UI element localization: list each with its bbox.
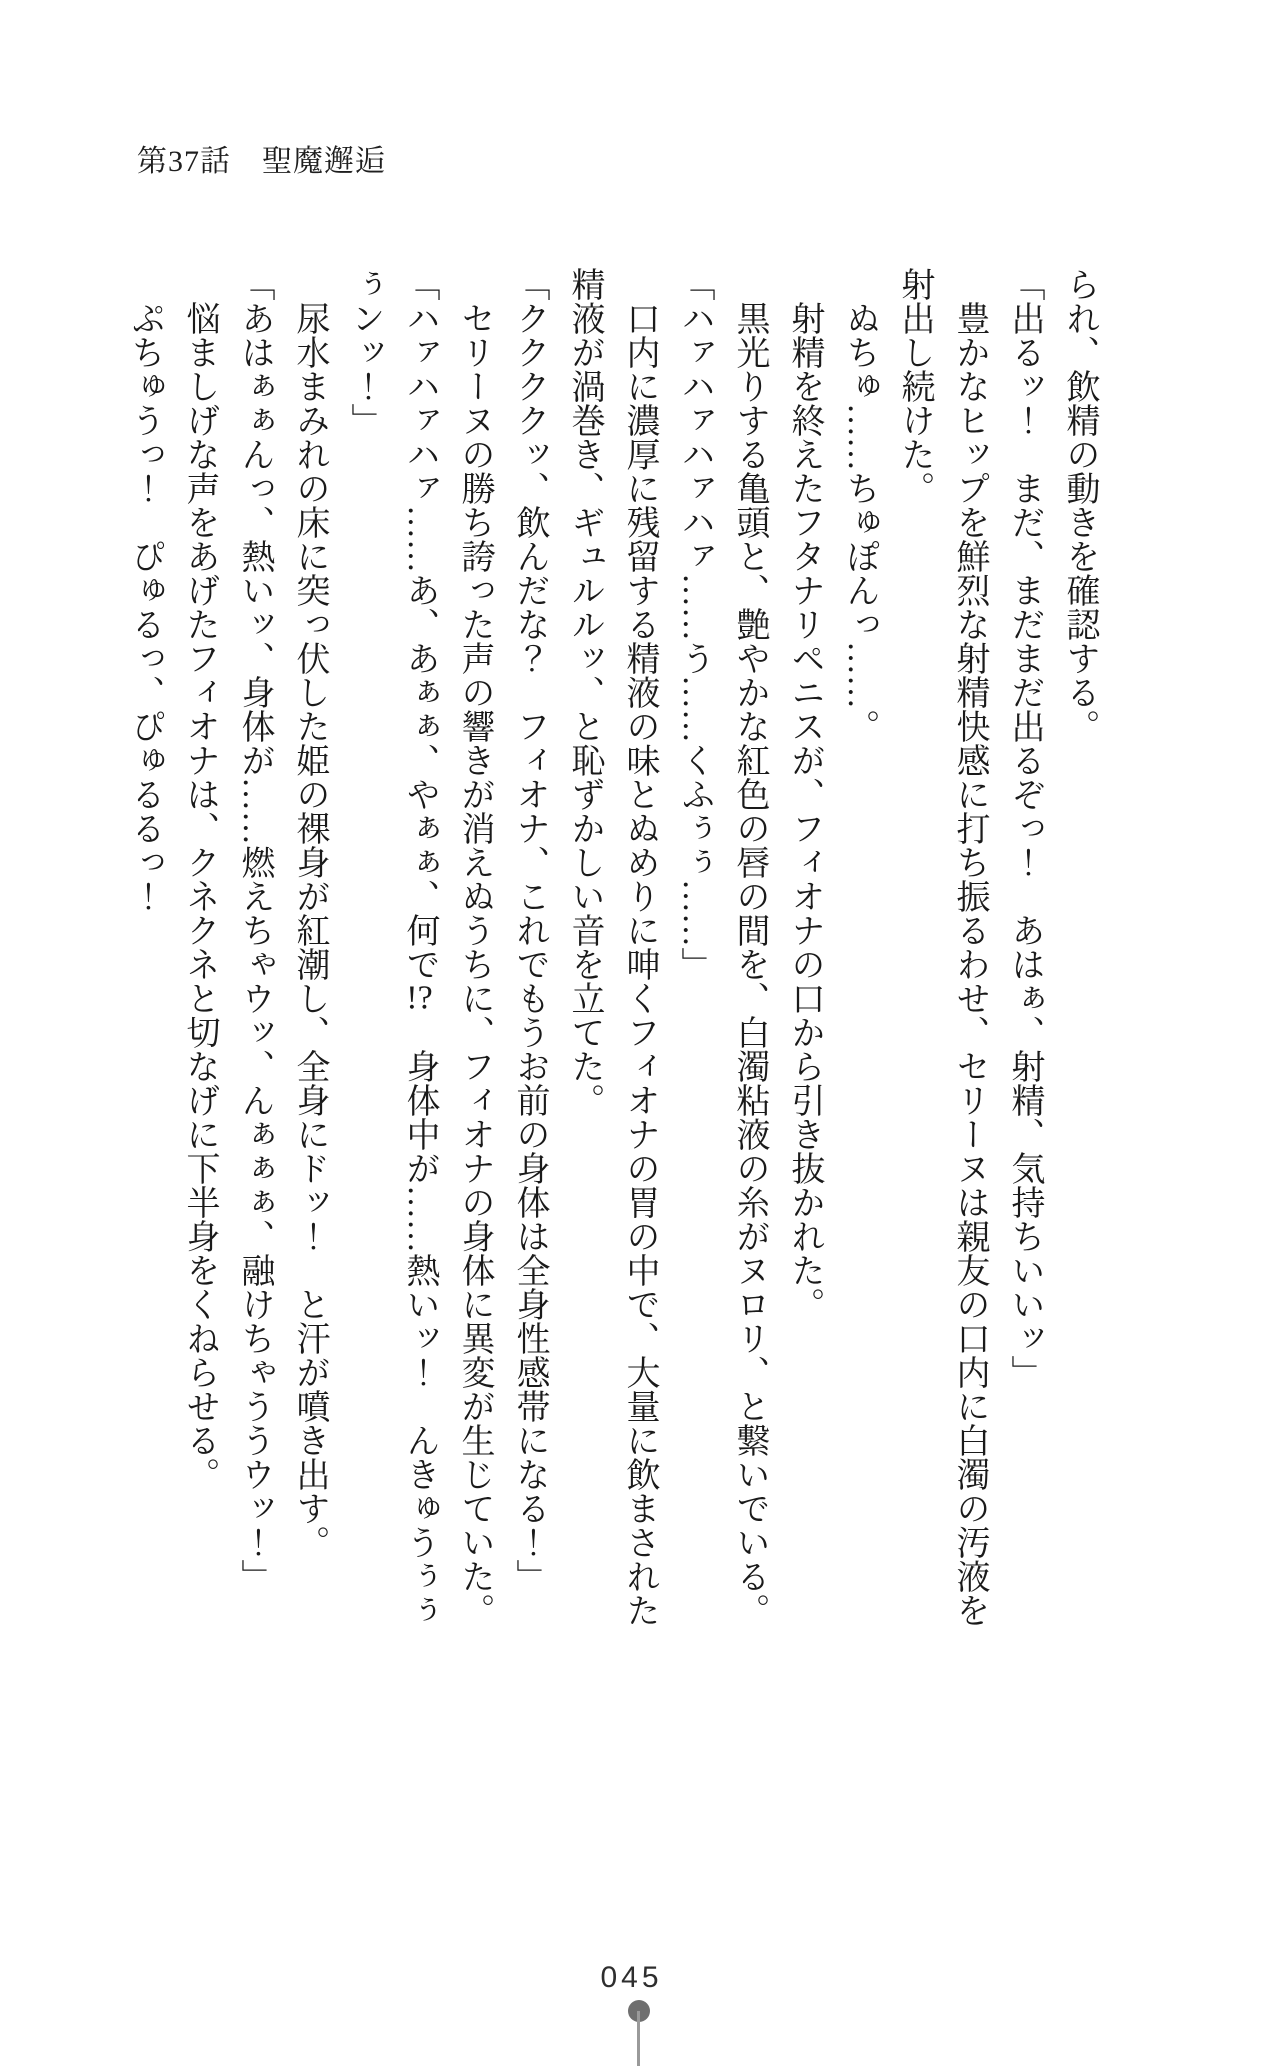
paragraph: 豊かなヒップを鮮烈な射精快感に打ち振るわせ、セリーヌは親友の口内に白濁の汚液を射出し続けた。 [896, 267, 988, 1627]
paragraph: 「出るッ！ まだ、まだまだ出るぞっ！ あはぁ、射精、気持ちいいッ」 [1006, 267, 1043, 1389]
paragraph: 「ハァハァハァ……あ、あぁぁ、やぁぁ、何で!? 身体中が……熱いッ！ んきゅうぅぅぅンッ！」 [346, 267, 438, 1627]
paragraph: られ、飲精の動きを確認する。 [1061, 267, 1098, 743]
chapter-header: 第37話 聖魔邂逅 [137, 145, 386, 178]
paragraph: 口内に濃厚に残留する精液の味とぬめりに呻くフィオナの胃の中で、大量に飲まされた精液が渦巻き、ギュルルッ、と恥ずかしい音を立てた。 [566, 267, 658, 1627]
paragraph: 「ハァハァハァハァ……う……くふぅぅ……」 [676, 267, 713, 981]
tate-chu-yoko: !? [406, 981, 433, 1015]
paragraph: 射精を終えたフタナリペニスが、フィオナの口から引き抜かれた。 [786, 301, 823, 1321]
text-block [117, 267, 1107, 1627]
paragraph: ぷちゅうっ！ ぴゅるっ、ぴゅるるっ！ [126, 301, 163, 913]
paragraph: 尿水まみれの床に突っ伏した姫の裸身が紅潮し、全身にドッ！ と汗が噴き出す。 [291, 301, 328, 1559]
paragraph: 「あはぁぁんっ、熱いッ、身体が……燃えちゃウッ、んぁぁぁ、融けちゃううウッ！」 [236, 267, 273, 1593]
page-number: 045 [600, 1961, 663, 1994]
paragraph: セリーヌの勝ち誇った声の響きが消えぬうちに、フィオナの身体に異変が生じていた。 [456, 301, 493, 1627]
paragraph: 悩ましげな声をあげたフィオナは、クネクネと切なげに下半身をくねらせる。 [181, 301, 218, 1491]
paragraph: 「ククククッ、飲んだな？ フィオナ、これでもうお前の身体は全身性感帯になる！」 [511, 267, 548, 1593]
page-marker-line [637, 2011, 640, 2066]
paragraph: ぬちゅ……ちゅぽんっ……。 [841, 301, 878, 743]
paragraph: 黒光りする亀頭と、艶やかな紅色の唇の間を、白濁粘液の糸がヌロリ、と繋いでいる。 [731, 301, 768, 1627]
